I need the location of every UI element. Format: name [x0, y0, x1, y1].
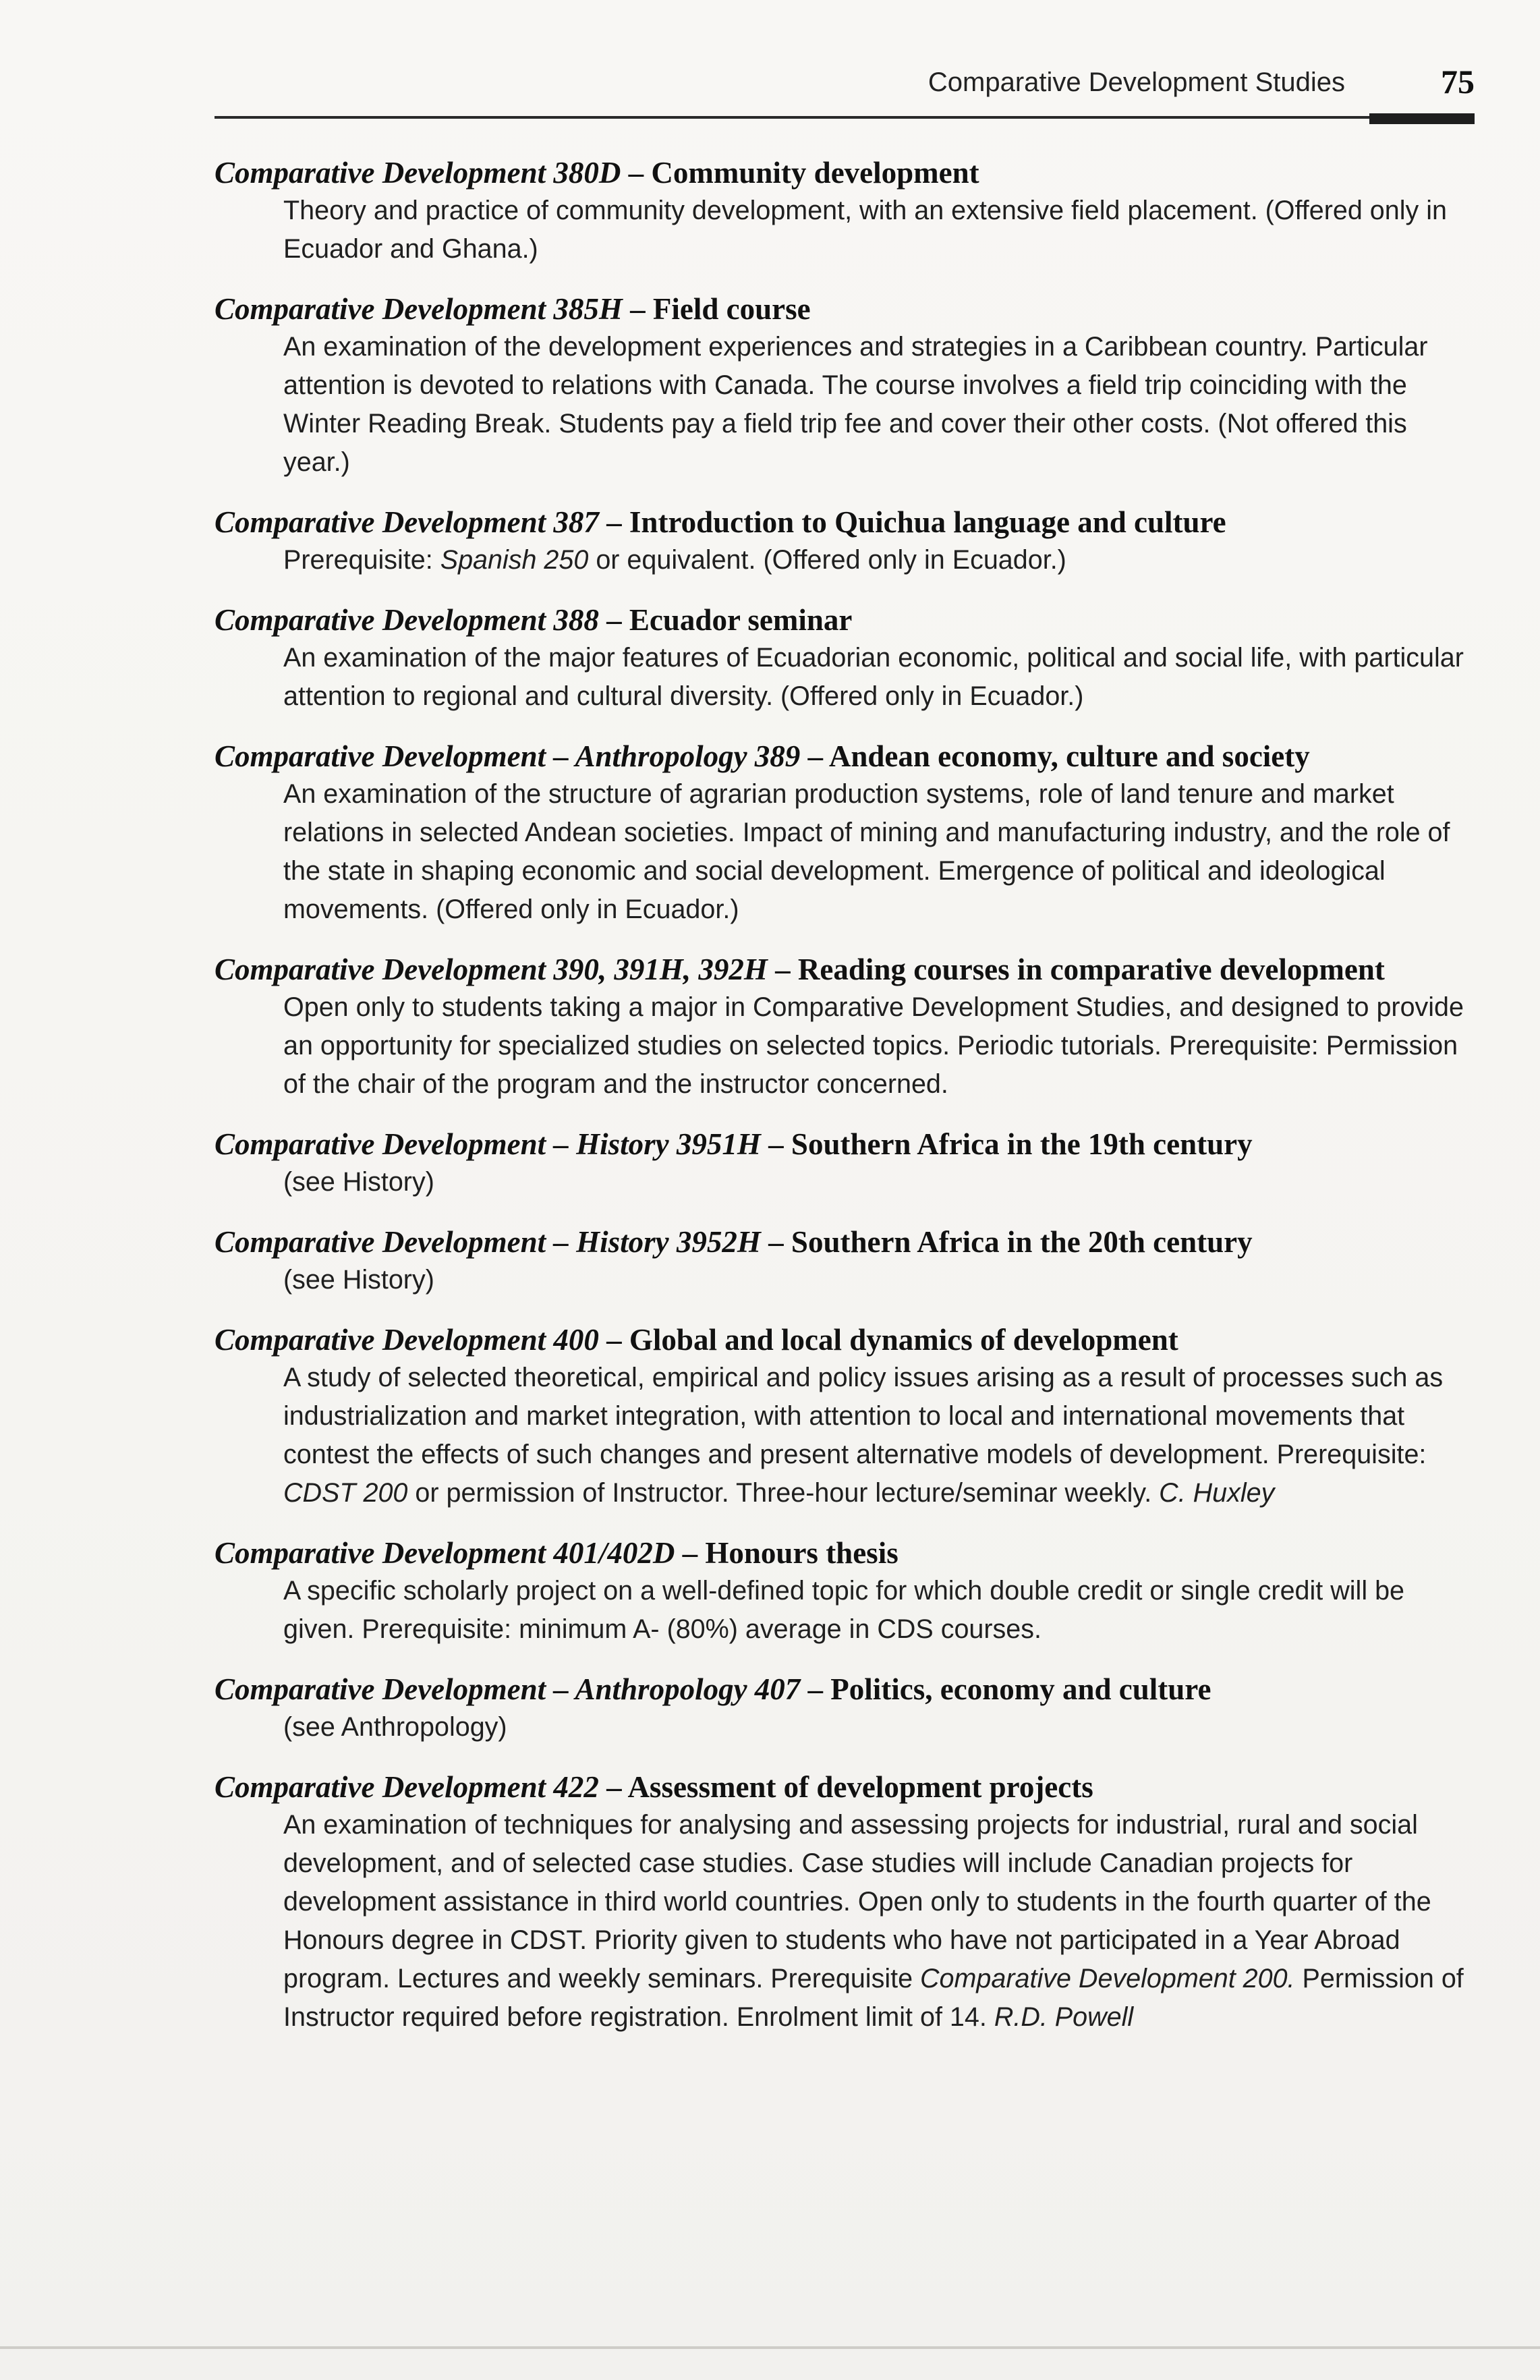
course-entry-380d	[215, 154, 1469, 268]
header-rule	[215, 116, 1475, 119]
course-heading	[215, 503, 1469, 541]
course-title: Honours thesis	[705, 1536, 899, 1570]
course-description	[283, 1806, 1469, 2037]
course-code: Comparative Development 387	[215, 505, 599, 539]
course-heading	[215, 951, 1469, 988]
course-description: (see History)	[283, 1265, 434, 1295]
course-title: Ecuador seminar	[629, 603, 853, 637]
course-entry-387	[215, 503, 1469, 579]
instructor-name: C. Huxley	[1159, 1478, 1275, 1508]
page-bottom-edge	[0, 2346, 1540, 2349]
description-course-reference: Comparative Development 200.	[920, 1964, 1295, 1993]
course-code: Comparative Development 390, 391H, 392H	[215, 953, 768, 986]
course-entry-3952h	[215, 1223, 1469, 1299]
heading-dash: –	[598, 603, 629, 637]
course-entry-400	[215, 1321, 1469, 1512]
course-title: Andean economy, culture and society	[828, 739, 1310, 773]
course-description: An examination of the development experiences and strategies in a Caribbean country. Particular attention is devoted to relations with Canada. The course involves a field trip coinciding with the Winter Reading Break. Students pay a field trip fee and cover their other costs. (Not offered this year.)	[283, 332, 1428, 477]
heading-dash: –	[598, 1770, 628, 1804]
heading-dash: –	[800, 1672, 831, 1706]
course-title: Southern Africa in the 19th century	[791, 1127, 1253, 1161]
course-heading	[215, 154, 1469, 192]
heading-dash: –	[675, 1536, 706, 1570]
course-title: Southern Africa in the 20th century	[791, 1225, 1253, 1259]
course-description: (see History)	[283, 1167, 434, 1197]
course-code: Comparative Development 385H	[215, 292, 623, 326]
course-heading	[215, 1125, 1469, 1163]
course-heading	[215, 737, 1469, 775]
course-title: Field course	[652, 292, 811, 326]
page-number: 75	[1441, 63, 1475, 101]
course-code: Comparative Development 388	[215, 603, 599, 637]
course-title: Community development	[651, 156, 979, 190]
instructor-name: R.D. Powell	[994, 2002, 1134, 2032]
course-title: Assessment of development projects	[627, 1770, 1093, 1804]
course-entry-401-402d	[215, 1534, 1469, 1649]
course-entry-389	[215, 737, 1469, 929]
course-code: Comparative Development – Anthropology 407	[215, 1672, 801, 1706]
heading-dash: –	[760, 1225, 791, 1259]
heading-dash: –	[767, 953, 798, 986]
course-code: Comparative Development – History 3951H	[215, 1127, 761, 1161]
course-entry-390	[215, 951, 1469, 1104]
course-heading	[215, 1223, 1469, 1261]
course-heading	[215, 1670, 1469, 1708]
course-entry-407	[215, 1670, 1469, 1747]
course-entry-422	[215, 1768, 1469, 2037]
header-rule-tab	[1369, 113, 1475, 124]
course-description: Theory and practice of community development, with an extensive field placement. (Offered only in Ecuador and Ghana.)	[283, 196, 1447, 264]
running-head: Comparative Development Studies	[928, 67, 1345, 97]
page-header	[215, 65, 1475, 120]
course-entry-385h	[215, 290, 1469, 482]
heading-dash: –	[621, 156, 652, 190]
course-description: Open only to students taking a major in Comparative Development Studies, and designed to provide an opportunity for specialized studies on selected topics. Periodic tutorials. Prerequisite: Permission of the chair of the program and the instructor concerned.	[283, 992, 1464, 1099]
description-text: An examination of techniques for analysing and assessing projects for industrial, rural and social development, and of selected case studies. Case studies will include Canadian projects for development assistance in third world countries. Open only to students in the fourth quarter of the Honours degree in CDST. Priority given to students who have not participated in a Year Abroad program. Lectures and weekly seminars. Prerequisite	[283, 1810, 1431, 1993]
heading-dash: –	[622, 292, 653, 326]
course-title: Reading courses in comparative development	[797, 953, 1385, 986]
course-title: Introduction to Quichua language and culture	[629, 505, 1226, 539]
course-heading	[215, 1321, 1469, 1359]
heading-dash: –	[598, 505, 629, 539]
course-entry-3951h	[215, 1125, 1469, 1201]
heading-dash: –	[760, 1127, 791, 1161]
course-code: Comparative Development 422	[215, 1770, 599, 1804]
course-code: Comparative Development – Anthropology 389	[215, 739, 801, 773]
course-listing	[215, 154, 1469, 2058]
course-heading	[215, 290, 1469, 328]
course-description: A specific scholarly project on a well-defined topic for which double credit or single credit will be given. Prerequisite: minimum A- (80%) average in CDS courses.	[283, 1576, 1405, 1644]
course-code: Comparative Development – History 3952H	[215, 1225, 761, 1259]
course-code: Comparative Development 401/402D	[215, 1536, 675, 1570]
description-text: or permission of Instructor. Three-hour lecture/seminar weekly.	[407, 1478, 1160, 1508]
course-description: An examination of the major features of Ecuadorian economic, political and social life, with particular attention to regional and cultural diversity. (Offered only in Ecuador.)	[283, 643, 1464, 711]
description-text: Prerequisite:	[283, 545, 440, 575]
course-code: Comparative Development 400	[215, 1323, 599, 1357]
description-text: Permission of Instructor required before registration. Enrolment limit of 14.	[283, 1964, 1464, 2032]
course-heading	[215, 601, 1469, 639]
course-description	[283, 541, 1469, 579]
heading-dash: –	[800, 739, 829, 773]
course-heading	[215, 1534, 1469, 1572]
description-course-reference: Spanish 250	[440, 545, 589, 575]
course-title: Politics, economy and culture	[830, 1672, 1211, 1706]
description-text: A study of selected theoretical, empirical and policy issues arising as a result of processes such as industrialization and market integration, with attention to local and international movements that contest the effects of such changes and present alternative models of development. Prerequisite:	[283, 1363, 1444, 1469]
course-description: An examination of the structure of agrarian production systems, role of land tenure and market relations in selected Andean societies. Impact of mining and manufacturing industry, and the role of the state in shaping economic and social development. Emergence of political and ideological movements. (Offered only in Ecuador.)	[283, 779, 1450, 924]
course-code: Comparative Development 380D	[215, 156, 621, 190]
course-entry-388	[215, 601, 1469, 716]
course-heading	[215, 1768, 1469, 1806]
heading-dash: –	[598, 1323, 629, 1357]
course-description	[283, 1359, 1469, 1512]
course-description: (see Anthropology)	[283, 1712, 507, 1742]
description-text: or equivalent. (Offered only in Ecuador.)	[588, 545, 1066, 575]
course-title: Global and local dynamics of development	[629, 1323, 1178, 1357]
description-course-reference: CDST 200	[283, 1478, 408, 1508]
